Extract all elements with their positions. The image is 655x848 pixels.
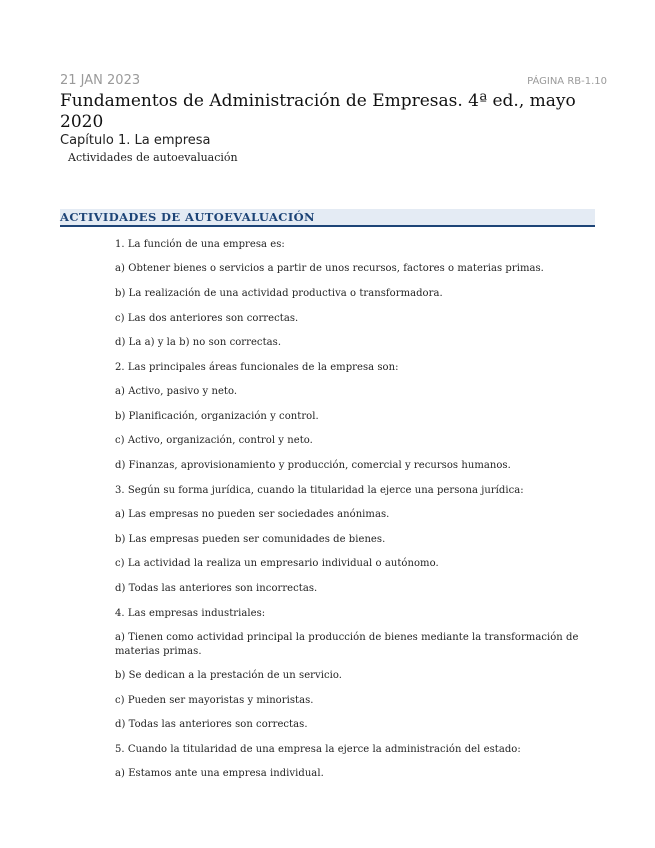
option-2a: a) Activo, pasivo y neto.: [115, 386, 238, 397]
page-label: PÁGINA RB-1.10: [527, 76, 607, 87]
question-2: 2. Las principales áreas funcionales de la empresa son:: [115, 362, 399, 373]
option-4a: a) Tienen como actividad principal la producción de bienes mediante la transformación de materias primas.: [115, 632, 579, 657]
option-5a: a) Estamos ante una empresa individual.: [115, 768, 324, 779]
question-3: 3. Según su forma jurídica, cuando la titularidad la ejerce una persona jurídica:: [115, 485, 524, 496]
section-heading: ACTIVIDADES DE AUTOEVALUACIÓN: [60, 210, 315, 224]
option-1c: c) Las dos anteriores son correctas.: [115, 313, 299, 324]
question-1: 1. La función de una empresa es:: [115, 239, 285, 250]
option-3a: a) Las empresas no pueden ser sociedades anónimas.: [115, 509, 390, 520]
chapter-title: Capítulo 1. La empresa: [60, 133, 211, 148]
option-4c: c) Pueden ser mayoristas y minoristas.: [115, 695, 314, 706]
date-label: 21 JAN 2023: [60, 73, 141, 88]
option-2b: b) Planificación, organización y control.: [115, 411, 319, 422]
option-4b: b) Se dedican a la prestación de un servicio.: [115, 670, 342, 681]
option-2c: c) Activo, organización, control y neto.: [115, 435, 313, 446]
option-3b: b) Las empresas pueden ser comunidades de bienes.: [115, 534, 386, 545]
book-title: Fundamentos de Administración de Empresas. 4ª ed., mayo 2020: [60, 91, 576, 132]
question-4: 4. Las empresas industriales:: [115, 608, 266, 619]
section-heading-bar: [60, 209, 595, 227]
option-2d: d) Finanzas, aprovisionamiento y producción, comercial y recursos humanos.: [115, 460, 511, 471]
subsection-title: Actividades de autoevaluación: [68, 151, 238, 164]
option-3d: d) Todas las anteriores son incorrectas.: [115, 583, 318, 594]
option-4d: d) Todas las anteriores son correctas.: [115, 719, 308, 730]
option-3c: c) La actividad la realiza un empresario individual o autónomo.: [115, 558, 439, 569]
question-5: 5. Cuando la titularidad de una empresa la ejerce la administración del estado:: [115, 744, 521, 755]
option-1b: b) La realización de una actividad productiva o transformadora.: [115, 288, 443, 299]
option-1d: d) La a) y la b) no son correctas.: [115, 337, 282, 348]
option-1a: a) Obtener bienes o servicios a partir de unos recursos, factores o materias primas.: [115, 263, 544, 274]
